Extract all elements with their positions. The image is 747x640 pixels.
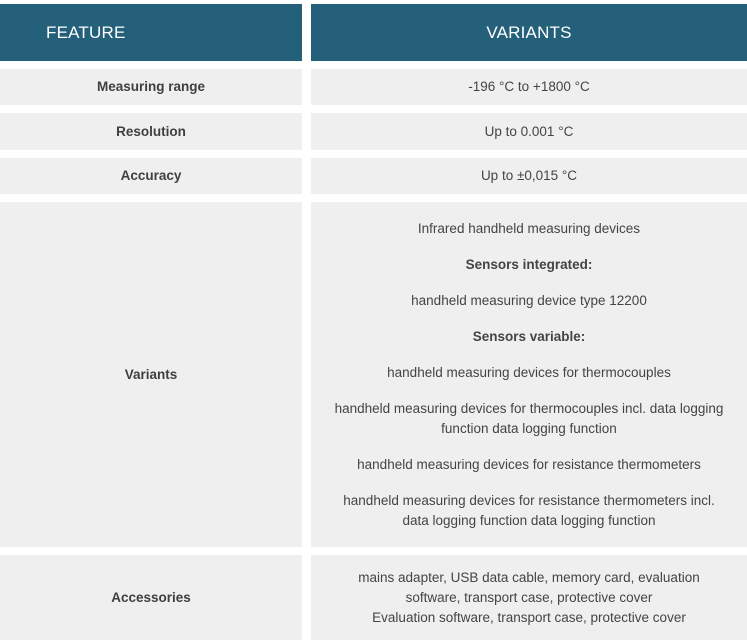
header-feature-label: FEATURE [46, 22, 126, 42]
row-variants-feature [0, 202, 302, 547]
row-variants-value [311, 202, 747, 547]
feature-label: Accuracy [120, 168, 182, 183]
row-resolution-feature [0, 113, 302, 150]
row-accuracy-value [311, 158, 747, 194]
variant-line: handheld measuring devices for thermocouples incl. data logging function data logging function [334, 400, 724, 436]
variant-subheading: Sensors integrated: [465, 256, 593, 272]
header-variants [311, 4, 747, 61]
feature-label: Measuring range [96, 79, 206, 94]
row-resolution-value [311, 113, 747, 150]
row-accessories-feature [0, 555, 302, 640]
variant-line: handheld measuring device type 12200 [411, 292, 647, 308]
accessories-line: Evaluation software, transport case, protective cover [372, 609, 686, 625]
feature-label: Variants [124, 366, 178, 382]
feature-label: Accessories [111, 589, 191, 605]
row-accuracy-feature [0, 158, 302, 194]
header-feature [0, 4, 302, 61]
variant-subheading: Sensors variable: [472, 328, 586, 344]
row-accessories-value [311, 555, 747, 640]
value-text: -196 °C to +1800 °C [468, 79, 590, 94]
variant-line: handheld measuring devices for thermocouples [387, 364, 671, 380]
variant-line: handheld measuring devices for resistance thermometers incl. data logging function data logging function [343, 492, 715, 528]
feature-label: Resolution [116, 123, 186, 139]
variant-line: Infrared handheld measuring devices [417, 220, 641, 236]
header-variants-label: VARIANTS [486, 22, 572, 42]
row-measuring-range-value [311, 69, 747, 105]
accessories-line: mains adapter, USB data cable, memory card, evaluation software, transport case, protective cover [358, 569, 700, 605]
row-measuring-range-feature [0, 69, 302, 105]
value-text: Up to 0.001 °C [484, 123, 574, 139]
variant-line: handheld measuring devices for resistance thermometers [357, 456, 701, 472]
value-text: Up to ±0,015 °C [480, 168, 578, 183]
